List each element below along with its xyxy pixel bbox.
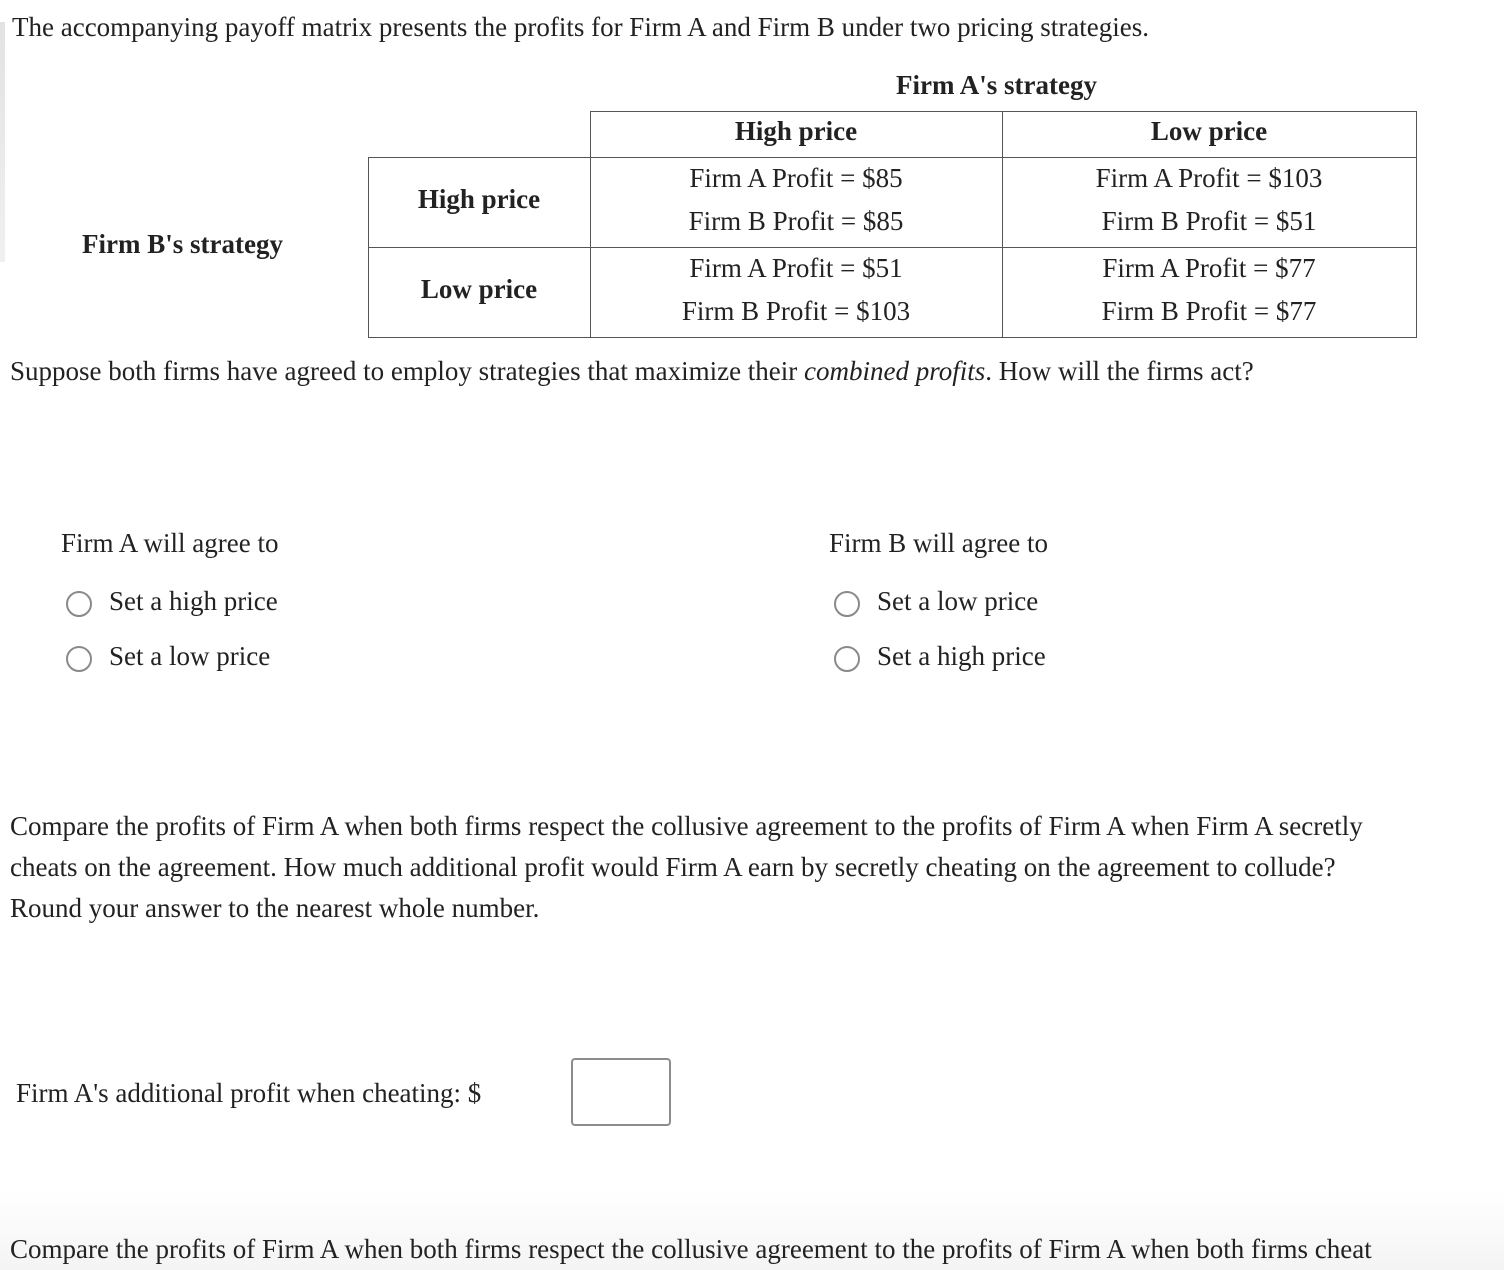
additional-profit-input[interactable] (571, 1058, 671, 1126)
question-combined-profits (10, 356, 1254, 387)
additional-profit-label: Firm A's additional profit when cheating: $ (16, 1078, 482, 1108)
firm-a-option-low-label[interactable]: Set a low price (109, 641, 271, 671)
question-cheating-line-1: Compare the profits of Firm A when both firms respect the collusive agreement to the profits of Firm A when Firm A secretly (10, 811, 1363, 841)
row-header-low-price: Low price (420, 274, 538, 304)
question-cheating-line-2: cheats on the agreement. How much additional profit would Firm A earn by secretly cheating on the agreement to collude? (10, 852, 1336, 882)
question-text-post: . How will the firms act? (985, 356, 1254, 386)
row-header-high-price: High price (417, 184, 541, 214)
firm-b-option-low-label[interactable]: Set a low price (877, 586, 1039, 616)
firm-a-strategy-title: Firm A's strategy (896, 70, 1097, 100)
col-header-low-price: Low price (1150, 116, 1268, 146)
firm-b-option-high-radio[interactable] (834, 646, 860, 672)
question-text-emphasis: combined profits (804, 356, 986, 386)
cell-hh-firm-a-profit: Firm A Profit = $85 (689, 163, 903, 193)
cell-hl-firm-a-profit: Firm A Profit = $103 (1095, 163, 1323, 193)
cell-hh-firm-b-profit: Firm B Profit = $85 (688, 206, 904, 236)
firm-b-option-low-radio[interactable] (834, 591, 860, 617)
cell-ll-firm-a-profit: Firm A Profit = $77 (1102, 253, 1316, 283)
firm-b-choice-label: Firm B will agree to (829, 528, 1048, 558)
cell-ll-firm-b-profit: Firm B Profit = $77 (1101, 296, 1317, 326)
col-header-high-price: High price (734, 116, 858, 146)
cell-lh-firm-a-profit: Firm A Profit = $51 (689, 253, 903, 283)
cell-lh-firm-b-profit: Firm B Profit = $103 (681, 296, 911, 326)
firm-b-strategy-title: Firm B's strategy (82, 229, 283, 259)
cell-hl-firm-b-profit: Firm B Profit = $51 (1101, 206, 1317, 236)
firm-a-option-high-radio[interactable] (66, 591, 92, 617)
question-cheating-line-3: Round your answer to the nearest whole number. (10, 893, 540, 923)
firm-a-choice-label: Firm A will agree to (61, 528, 279, 558)
question-text-pre: Suppose both firms have agreed to employ strategies that maximize their (10, 356, 805, 386)
left-edge-watermark (0, 22, 5, 262)
firm-a-option-high-label[interactable]: Set a high price (109, 586, 278, 616)
question-both-cheat-partial: Compare the profits of Firm A when both firms respect the collusive agreement to the profits of Firm A when both firms cheat (10, 1234, 1372, 1264)
intro-text: The accompanying payoff matrix presents the profits for Firm A and Firm B under two pricing strategies. (12, 12, 1150, 42)
firm-b-option-high-label[interactable]: Set a high price (877, 641, 1046, 671)
firm-a-option-low-radio[interactable] (66, 646, 92, 672)
